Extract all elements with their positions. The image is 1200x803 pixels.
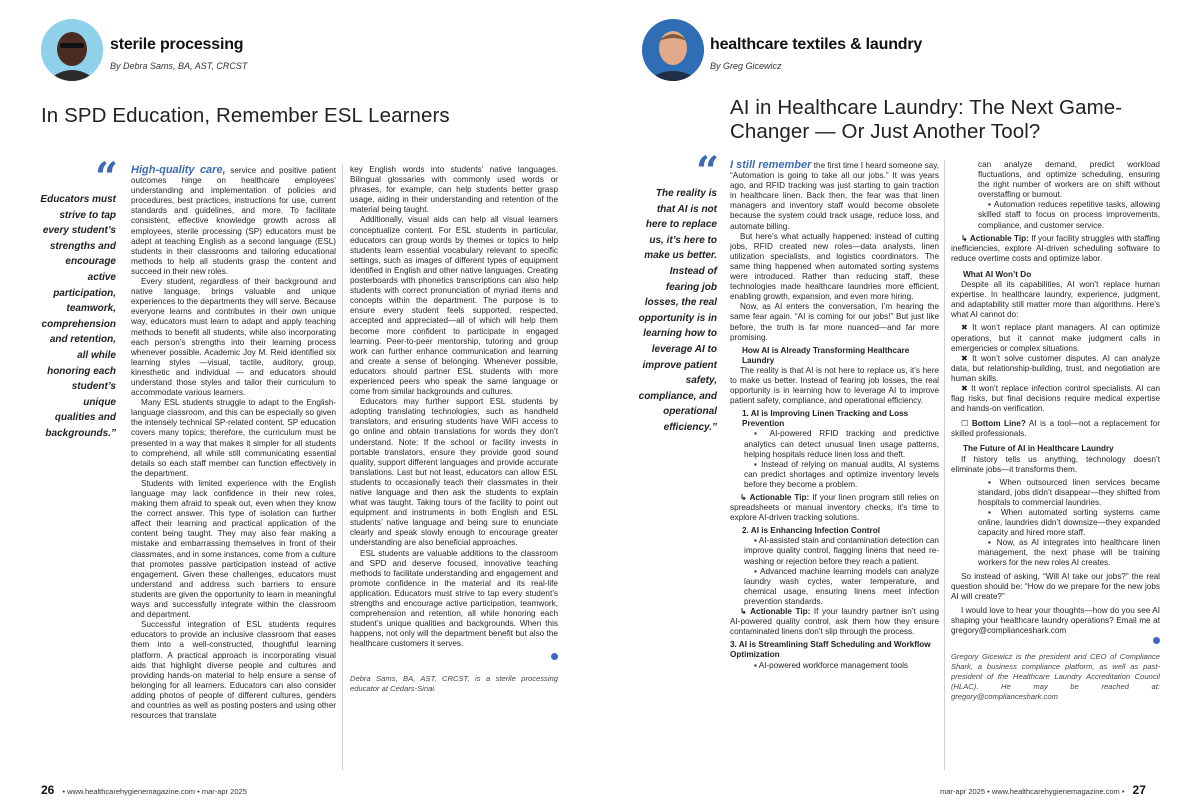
- section-heading: 1. AI is Improving Linen Tracking and Loss Prevention: [742, 409, 909, 429]
- bullet-continuation: can analyze demand, predict workload fluctuations, and optimize scheduling, ensuring the right number of workers are on shift without overstaffing or burnout.: [978, 160, 1160, 200]
- pull-quote: The reality is that AI is not here to replace us, it’s here to make us better. Instead of fearing job losses, the real opportunity is in learning how to leverage AI to improve patient safety, compliance, and operational efficiency.”: [638, 188, 717, 433]
- tip-text: If your facility struggles with staffing inefficiencies, explore AI-driven scheduling software to reduce overtime costs and optimize labor.: [951, 233, 1160, 263]
- page-number: 26: [41, 783, 55, 797]
- paragraph: I would love to hear your thoughts—how do you see AI shaping your healthcare laundry operations? Email me at gregory@complianceshark.com: [951, 605, 1160, 636]
- lead-in: High-quality care,: [131, 165, 226, 176]
- tip-icon: ↳: [740, 493, 750, 502]
- bullet-item: ▪ Now, as AI integrates into healthcare linen management, the next phase will be training workers for the new roles AI creates.: [978, 538, 1160, 568]
- paragraph: Educators may further support ESL students by adopting translating technologies, such as handheld translators, and ensuring students have WiFi access to go online and obtain translations for words they don’t understand. Note: If the school or facility invests in portable translators, ensure they provide good sound quality, support different languages and provide accurate translations. Last but not least, educators can allow ESL students to occasionally teach their classmates in their native language and then ask the students to explain what was taught. Taking tours of the facility to point out equipment and instruments in both English and ESL students’ native language and being sure to enunciate clearly and speak slowly enough to encourage greater understanding are also beneficial approaches.: [350, 397, 558, 548]
- right-page: [600, 0, 1200, 803]
- paragraph: Despite all its capabilities, AI won’t replace human expertise. In healthcare laundry, experience, judgment, and adaptability still matter more than algorithms. Here’s what AI cannot do:: [951, 280, 1160, 320]
- article-column-1: [131, 165, 336, 775]
- tip-text: If your linen program still relies on spreadsheets or manual inventory checks, it’s time to explore AI-driven tracking solutions.: [730, 493, 939, 523]
- paragraph: So instead of asking, “Will AI take our jobs?” the real question should be: “How do we prepare for the new jobs AI will create?”: [951, 571, 1160, 601]
- tip-label: Actionable Tip:: [749, 493, 810, 502]
- x-item: ✖ It won’t replace infection control specialists. AI can flag risks, but final decisions require medical expertise and hands-on verification.: [951, 383, 1160, 414]
- footer-text: mar-apr 2025 • www.healthcarehygienemagazine.com •: [940, 787, 1125, 796]
- tip-icon: ↳: [961, 233, 970, 243]
- paragraph: ESL students are valuable additions to the classroom and SPD and deserve focused, innovative teaching methods to facilitate understanding and engagement and promote confidence in the material and its real-life application. Educators must strive to tap every student’s strengths and encourage active participation, teamwork, comprehension and retention, all while honoring each student’s unique qualities and backgrounds. When this happens, not only will the department benefit but also the healthcare customers it serves.: [350, 548, 558, 649]
- headline: In SPD Education, Remember ESL Learners: [41, 104, 450, 127]
- bullet-item: ▪ Instead of relying on manual audits, AI systems can predict shortages and optimize inventory levels before they become a problem.: [744, 459, 939, 489]
- article-column-1: [730, 160, 939, 770]
- bottom-line-text: AI is a tool—not a replacement for skilled professionals.: [951, 419, 1160, 439]
- x-item: ✖ It won’t replace plant managers. AI can optimize operations, but it cannot make judgment calls in emergencies or complex situations.: [951, 323, 1160, 353]
- paragraph: Every student, regardless of their background and native language, brings valuable and unique experiences to the departments they will serve. Because everyone learns and contributes in their own unique way, educators must learn to adapt and apply teaching methods to benefit all students, while also incorporating each person’s strengths into their learning process whenever possible. Academic Joy M. Reid identified six learning styles —visual, tactile, auditory, group, kinesthetic and individual — and educators should understand those styles and tailor their curriculum to accommodate various learners.: [131, 277, 336, 398]
- bullet-item: ▪ AI-powered workforce management tools: [754, 660, 908, 670]
- bottom-line-icon: ☐: [961, 419, 972, 429]
- footer: [940, 783, 1146, 797]
- author-portrait-icon: [41, 19, 103, 81]
- paragraph: key English words into students’ native languages. Bilingual glossaries with commonly used words or phrases, for example, can help students better grasp usage, aiding in their understanding and retention of the material being taught.: [350, 165, 558, 215]
- column-divider: [342, 165, 343, 770]
- bullet-item: ▪ Automation reduces repetitive tasks, allowing skilled staff to focus on process improvements, compliance, and customer service.: [978, 200, 1160, 230]
- author-bio: Debra Sams, BA, AST, CRCST, is a sterile processing educator at Cedars-Sinai.: [350, 673, 558, 693]
- department-label: sterile processing: [110, 36, 244, 53]
- byline: By Greg Gicewicz: [710, 61, 782, 71]
- paragraph: service and positive patient outcomes hinge on healthcare employees’ understanding and implementation of policies and procedures, best practices, instructions for use, current standards and guidelines, and more. To facilitate consistent, effective knowledge growth across all employees, sterile processing (SP) educators must be adept at teaching English as a second language (ESL) students in their classrooms and tailoring educational methods to help all students grasp the content and succeed in their new roles.: [131, 166, 336, 276]
- author-bio: Gregory Gicewicz is the president and CEO of Compliance Shark, a business compliance platform, as well as past-president of the Healthcare Laundry Accreditation Council (HLAC). He may be reached at: gregory@complianceshark.com: [951, 652, 1160, 702]
- bottom-line-label: Bottom Line?: [971, 419, 1026, 429]
- paragraph: the first time I heard someone say, “Automation is going to take all our jobs.” It was years ago, and RFID tracking was just starting to gain traction in healthcare linen. Back then, the fear was that linen managers and inventory staff would become obsolete because the system could track usage, reduce loss, and automate billing.: [730, 161, 939, 231]
- tip-text: If your laundry partner isn’t using AI-powered quality control, ask them how they ensure contaminated linens don’t slip through the process.: [730, 607, 939, 637]
- headline: AI in Healthcare Laundry: The Next Game-Changer — Or Just Another Tool?: [730, 96, 1123, 143]
- quote-mark-icon: “: [696, 148, 720, 195]
- bullet-item: ▪ AI-powered RFID tracking and predictive analytics can detect unusual linen usage patterns, helping hospitals reduce linen loss and theft.: [744, 429, 939, 459]
- end-mark-icon: [551, 653, 558, 660]
- department-label: healthcare textiles & laundry: [710, 36, 923, 53]
- article-column-2: [350, 165, 558, 775]
- tip-icon: ↳: [740, 607, 751, 617]
- author-portrait-icon: [642, 19, 704, 81]
- article-column-2: [951, 160, 1160, 770]
- section-heading: 3. AI is Streamlining Staff Scheduling and Workflow Optimization: [730, 640, 931, 660]
- byline: By Debra Sams, BA, AST, CRCST: [110, 61, 248, 71]
- section-heading: How AI is Already Transforming Healthcare Laundry: [742, 345, 910, 365]
- bullet-item: ▪ When outsourced linen services became standard, jobs didn’t disappear—they shifted from hospitals to commercial laundries.: [978, 477, 1160, 507]
- author-photo: [642, 19, 704, 81]
- end-mark-icon: [1153, 637, 1160, 644]
- bullet-item: ▪ When automated sorting systems came online, laundries didn’t downsize—they expanded capacity and hired more staff.: [978, 508, 1160, 538]
- column-divider: [944, 160, 945, 770]
- paragraph: Additionally, visual aids can help all visual learners conceptualize content. For ESL students in particular, educators can group words by themes or topics to help students learn essential vocabulary relevant to specific settings, such as images of different types of equipment identified in English and other native languages. Creating posterboards with phonetics transcriptions can also help students with correct pronunciation of myriad items and concepts within the department. The purpose is to ensure every student feels supported, respected, accepted and appreciated—all of which will help them become more confident to participate in engaged learning. Peer-to-peer mentorship, tutoring and group work can further enhance communication and learning and create a sense of belonging. Whenever possible, educators should partner ESL students with more experienced peers who speak the same language or come from similar backgrounds and cultures.: [350, 215, 558, 397]
- paragraph: Successful integration of ESL students requires educators to provide an inclusive classroom that eases them into a well-constructed, thoughtful learning platform. A practical approach is incorporating visual aids that highlight diverse people and cultures and providing hands-on material to help ensure a sense of belonging for all learners. Educators can also consider adding photos of people of different cultures, genders and countries as well as posting posters and using other resources that translate: [131, 620, 336, 721]
- paragraph: Now, as AI enters the conversation, I’m hearing the same fear again. “AI is coming for our jobs!” But just like before, the truth is far more nuanced—and far more promising.: [730, 302, 939, 342]
- footer: [41, 783, 247, 797]
- x-item: ✖ It won’t solve customer disputes. AI can analyze data, but relationship-building, trust, and negotiation are human skills.: [951, 353, 1160, 383]
- section-heading: 2. AI is Enhancing Infection Control: [742, 526, 880, 536]
- page-number: 27: [1132, 783, 1146, 797]
- paragraph: But here’s what actually happened: instead of cutting jobs, RFID created new roles—data analysts, linen utilization specialists, and logistics coordinators. The same thing happened when automated sorting systems were introduced. Rather than reducing staff, these technologies made healthcare laundries more efficient, enabling growth, expansion, and even more hiring.: [730, 231, 939, 302]
- paragraph: If history tells us anything, technology doesn’t eliminate jobs—it transforms them.: [951, 454, 1160, 474]
- tip-label: Actionable Tip:: [969, 233, 1029, 243]
- section-heading: What AI Won’t Do: [963, 269, 1032, 279]
- lead-in: I still remember: [730, 160, 812, 171]
- bullet-item: ▪ Advanced machine learning models can analyze laundry wash cycles, water temperature, and chemical usage, ensuring linens meet infection prevention standards.: [744, 566, 939, 606]
- quote-mark-icon: “: [95, 154, 119, 201]
- footer-text: • www.healthcarehygienemagazine.com • mar-apr 2025: [62, 787, 247, 796]
- paragraph: The reality is that AI is not here to replace us, it’s here to make us better. Instead of fearing job losses, the real opportunity is in learning how to leverage AI to improve patient safety, compliance, and operational efficiency.: [730, 365, 939, 406]
- tip-label: Actionable Tip:: [750, 607, 811, 617]
- paragraph: Students with limited experience with the English language may lack confidence in their new roles, making them afraid to speak out, even when they know the correct answer. This type of isolation can further affect their learning and practical application of the content being taught. They may also fear making a mistake and embarrassing themselves in front of their classmates, and in some instances, come from a culture that promotes passive participation instead of active engagement. Given these challenges, educators must understand and address such barriers to ensure students are given the opportunity to learn in meaningful ways and successfully integrate within the classroom and department.: [131, 478, 336, 620]
- paragraph: Many ESL students struggle to adapt to the English-language classroom, and this can be especially so given the intensely technical SP-related content. SP education covers many topics; therefore, the curriculum must be presented in a way that makes it simpler for all students to comprehend, all while still communicating essential details so each staff member can function effectively in the department.: [131, 398, 336, 478]
- pull-quote: Educators must strive to tap every student’s strengths and encourage active participation, teamwork, comprehension and retention, all while honoring each student’s unique qualities and backgrounds.”: [40, 194, 116, 439]
- section-heading: The Future of AI in Healthcare Laundry: [963, 444, 1114, 454]
- author-photo: [41, 19, 103, 81]
- bullet-item: ▪ AI-assisted stain and contamination detection can improve quality control, flagging linens that need re-washing or rejection before they reach a patient.: [744, 536, 939, 566]
